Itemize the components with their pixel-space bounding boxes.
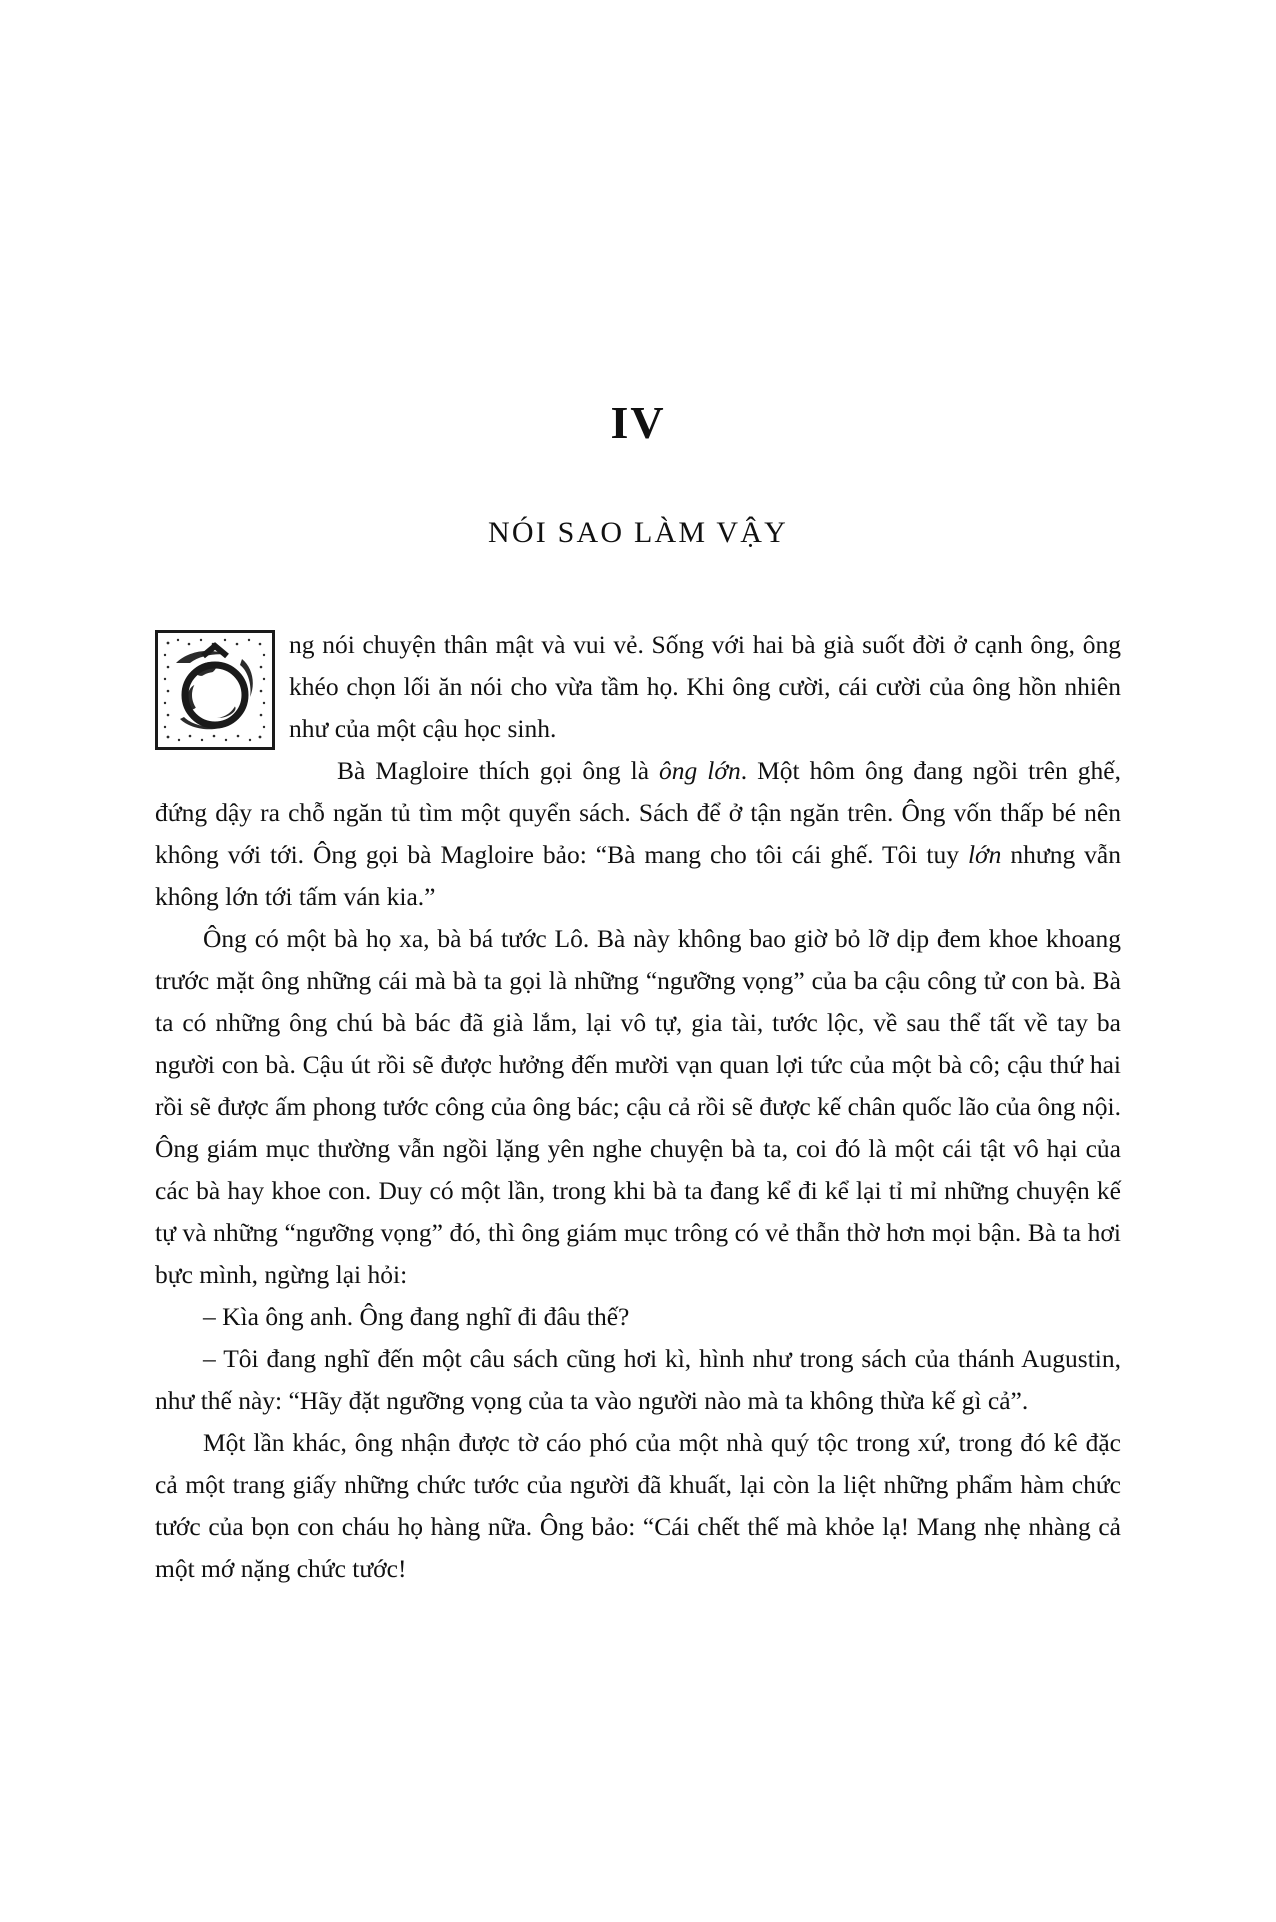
paragraph xyxy=(155,750,1121,918)
paragraph-text: nhưng vẫn không lớn tới tấm ván kia.” xyxy=(155,840,1121,911)
italic-phrase: ông lớn xyxy=(659,756,741,785)
paragraph: Một lần khác, ông nhận được tờ cáo phó của một nhà quý tộc trong xứ, trong đó kê đặc cả một trang giấy những chức tước của người đã khuất, lại còn la liệt những phẩm hàm chức tước của bọn con cháu họ hàng nữa. Ông bảo: “Cái chết thế mà khỏe lạ! Mang nhẹ nhàng cả một mớ nặng chức tước! xyxy=(155,1428,1121,1583)
decorated-initial-O xyxy=(155,630,275,750)
italic-phrase: lớn xyxy=(967,840,1002,869)
paragraph: ng nói chuyện thân mật và vui vẻ. Sống với hai bà già suốt đời ở cạnh ông, ông khéo chọn lối ăn nói cho vừa tầm họ. Khi ông cười, cái cười của ông hồn nhiên như của một cậu học sinh. xyxy=(289,630,1121,743)
dropcap-ornament xyxy=(155,630,275,750)
paragraph-dialogue: – Tôi đang nghĩ đến một câu sách cũng hơi kì, hình như trong sách của thánh Augustin, như thế này: “Hãy đặt ngưỡng vọng của ta vào người nào mà ta không thừa kế gì cả”. xyxy=(155,1344,1121,1415)
chapter-title: NÓI SAO LÀM VẬY xyxy=(488,516,788,549)
paragraph: Ông có một bà họ xa, bà bá tước Lô. Bà này không bao giờ bỏ lỡ dịp đem khoe khoang trước mặt ông những cái mà bà ta gọi là những “ngưỡng vọng” của ba cậu công tử con bà. Bà ta có những ông chú bà bác đã già lắm, lại vô tự, gia tài, tước lộc, về sau thể tất về tay ba người con bà. Cậu út rồi sẽ được hưởng đến mười vạn quan lợi tức của một bà cô; cậu thứ hai rồi sẽ được ấm phong tước công của ông bác; cậu cả rồi sẽ được kế chân quốc lão của ông nội. Ông giám mục thường vẫn ngồi lặng yên nghe chuyện bà ta, coi đó là một cái tật vô hại của các bà hay khoe con. Duy có một lần, trong khi bà ta đang kể đi kể lại tỉ mỉ những chuyện kế tự và những “ngưỡng vọng” đó, thì ông giám mục trông có vẻ thẫn thờ hơn mọi bận. Bà ta hơi bực mình, ngừng lại hỏi: xyxy=(155,924,1121,1289)
paragraph-text: Bà Magloire thích gọi ông là xyxy=(337,756,660,785)
paragraph-text: . Một hôm ông đang ngồi trên ghế, đứng dậy ra chỗ ngăn tủ tìm một quyển sách. Sách để ở tận ngăn trên. Ông vốn thấp bé nên không với tới. Ông gọi bà Magloire bảo: “Bà mang cho tôi cái ghế. Tôi tuy xyxy=(155,756,1121,869)
dropcap-svg xyxy=(158,633,272,747)
paragraph-dialogue: – Kìa ông anh. Ông đang nghĩ đi đâu thế? xyxy=(203,1302,630,1331)
body-text xyxy=(155,548,1121,1590)
chapter-number: IV xyxy=(610,397,666,448)
